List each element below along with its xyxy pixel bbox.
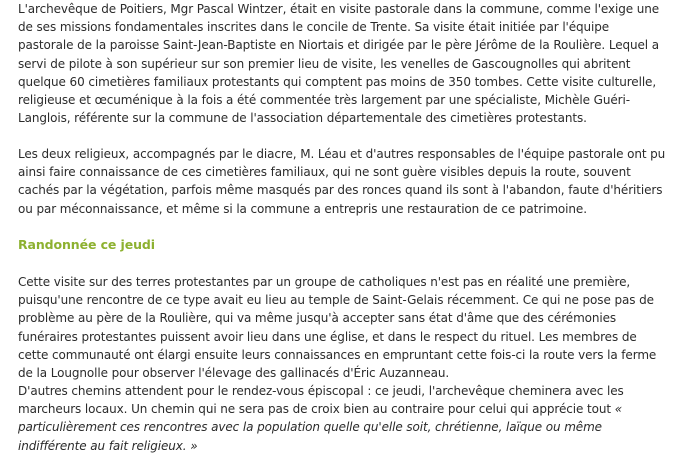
article-paragraph-1: L'archevêque de Poitiers, Mgr Pascal Wintzer, était en visite pastorale dans la commune, comme l'exige une de ses missions fondamentales inscrites dans le concile de Trente. Sa visite était initiée par l'équipe pastorale de la paroisse Saint-Jean-Baptiste en Niortais et dirigée par le père Jérôme de la Roulière. Lequel a servi de pilote à son supérieur sur son premier lieu de visite, les venelles de Gascougnolles qui abritent quelque 60 cimetières familiaux protestants qui comptent pas moins de 350 tombes. Cette visite culturelle, religieuse et œcuménique à la fois a été commentée très largement par une spécialiste, Michèle Guéri-Langlois, référente sur la commune de l'association départementale des cimetières protestants. (18, 2, 660, 126)
section-heading: Randonnée ce jeudi (18, 237, 155, 252)
article-paragraph-4 (18, 382, 666, 455)
article-paragraph-3: Cette visite sur des terres protestantes par un groupe de catholiques n'est pas en réalité une première, puisqu'une rencontre de ce type avait eu lieu au temple de Saint-Gelais récemment. Ce qui ne pose pas de problème au père de la Roulière, qui va même jusqu'à accepter sans état d'âme que des cérémonies funéraires protestantes puissent avoir lieu dans une église, et dans le respect du rituel. Les membres de cette communauté ont élargi ensuite leurs connaissances en empruntant cette fois-ci la route vers la ferme de la Lougnolle pour observer l'élevage des gallinacés d'Éric Auzanneau. (18, 275, 657, 381)
article-paragraph-2: Les deux religieux, accompagnés par le diacre, M. Léau et d'autres responsables de l'équipe pastorale ont pu ainsi faire connaissance de ces cimetières familiaux, qui ne sont guère visibles depuis la route, souvent cachés par la végétation, parfois même masqués par des ronces quand ils sont à l'abandon, faute d'héritiers ou par méconnaissance, et même si la commune a entrepris une restauration de ce patrimoine. (18, 147, 666, 216)
paragraph-4-quote: « particulièrement ces rencontres avec la population quelle qu'elle soit, chrétienne, laïque ou même indifférente au fait religieux. » (18, 402, 622, 453)
paragraph-4-text: D'autres chemins attendent pour le rendez-vous épiscopal : ce jeudi, l'archevêque cheminera avec les marcheurs locaux. Un chemin qui ne sera pas de croix bien au contraire pour celui qui apprécie tout (18, 384, 624, 417)
